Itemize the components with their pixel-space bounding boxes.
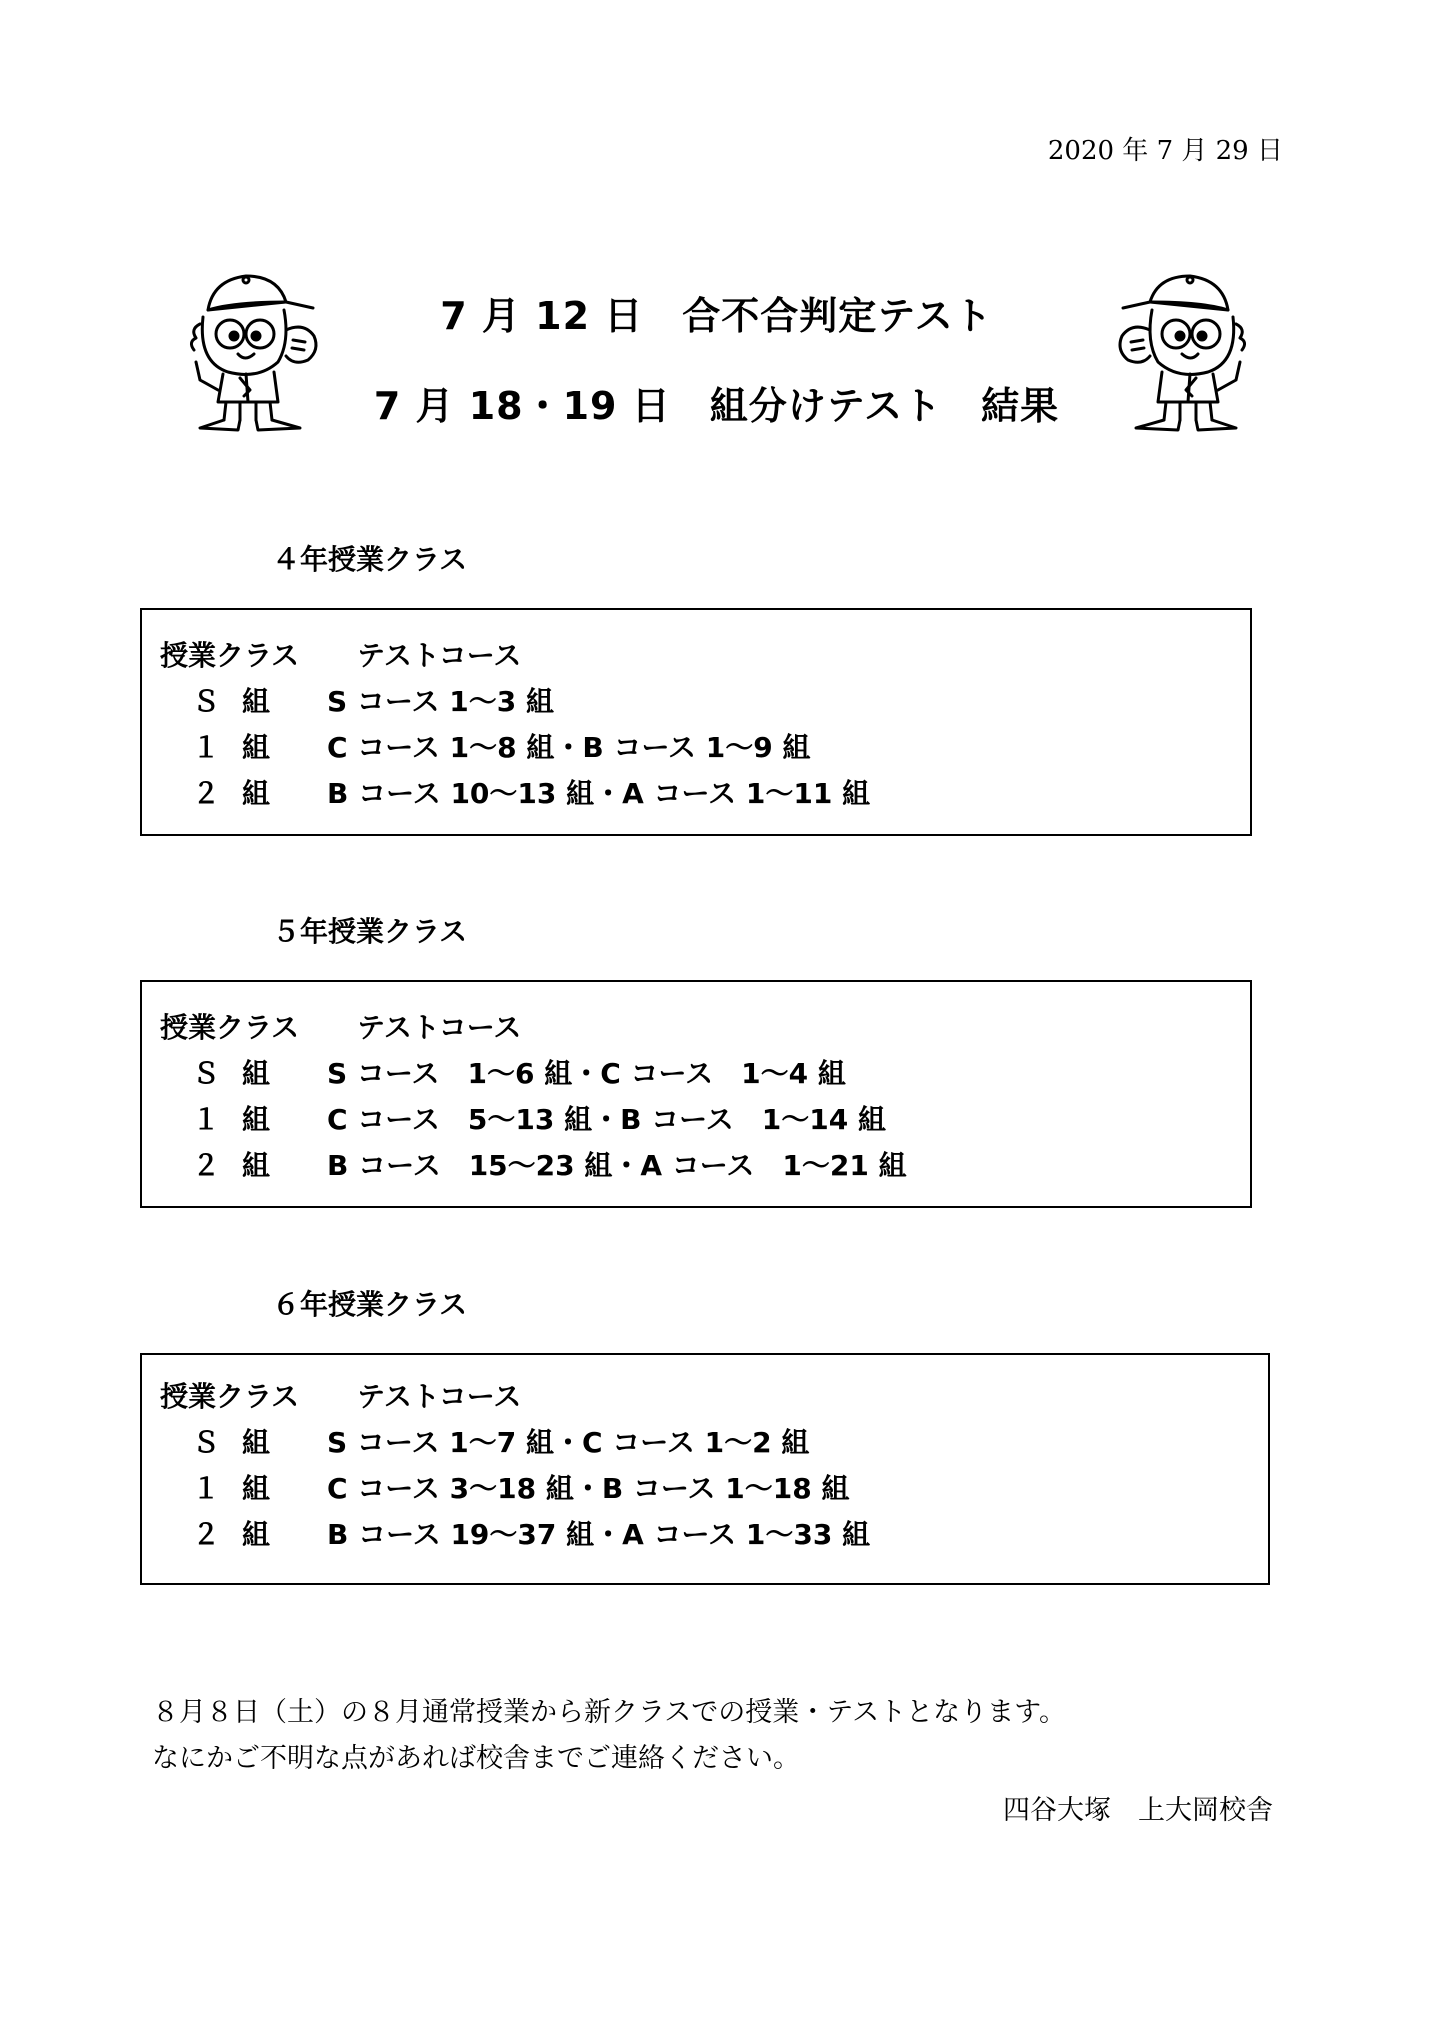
- course-assignment: B コース 10～13 組・A コース 1～11 組: [327, 777, 871, 810]
- class-name: １: [192, 1472, 221, 1505]
- header-course: テストコース: [357, 1380, 522, 1413]
- title-line-2: 7 月 18・19 日 組分けテスト 結果: [373, 384, 1060, 428]
- school-signature: 四谷大塚 上大岡校舎: [1003, 1795, 1273, 1826]
- class-kumi: 組: [242, 1426, 271, 1459]
- notice-line-1: ８月８日（土）の８月通常授業から新クラスでの授業・テストとなります。: [152, 1697, 1066, 1728]
- class-kumi: 組: [242, 777, 271, 810]
- class-name: Ｓ: [192, 1426, 221, 1459]
- class-name: Ｓ: [192, 685, 221, 718]
- notice-line-2: なにかご不明な点があれば校舎までご連絡ください。: [152, 1743, 800, 1774]
- header-class: 授業クラス: [160, 639, 300, 672]
- class-kumi: 組: [242, 1057, 271, 1090]
- class-kumi: 組: [242, 1149, 271, 1182]
- section-label-grade5: ５年授業クラス: [272, 915, 468, 948]
- class-kumi: 組: [242, 1103, 271, 1136]
- section-label-grade4: ４年授業クラス: [272, 543, 468, 576]
- course-assignment: C コース 3～18 組・B コース 1～18 組: [327, 1472, 850, 1505]
- section-label-grade6: ６年授業クラス: [272, 1288, 468, 1321]
- header-course: テストコース: [357, 1011, 522, 1044]
- class-name: １: [192, 1103, 221, 1136]
- class-name: １: [192, 731, 221, 764]
- course-assignment: S コース 1～3 組: [327, 685, 554, 718]
- document-date: 2020 年 7 月 29 日: [1047, 136, 1283, 166]
- course-assignment: C コース 1～8 組・B コース 1～9 組: [327, 731, 811, 764]
- course-assignment: B コース 19～37 組・A コース 1～33 組: [327, 1518, 871, 1551]
- class-kumi: 組: [242, 1518, 271, 1551]
- course-assignment: S コース 1～6 組・C コース 1～4 組: [327, 1057, 846, 1090]
- class-table-grade4: [140, 608, 1252, 836]
- class-table-grade5: [140, 980, 1252, 1208]
- header-class: 授業クラス: [160, 1011, 300, 1044]
- class-table-grade6: [140, 1353, 1270, 1585]
- class-name: ２: [192, 777, 221, 810]
- class-kumi: 組: [242, 731, 271, 764]
- header-course: テストコース: [357, 639, 522, 672]
- course-assignment: B コース 15～23 組・A コース 1～21 組: [327, 1149, 907, 1182]
- course-assignment: S コース 1～7 組・C コース 1～2 組: [327, 1426, 810, 1459]
- class-name: ２: [192, 1149, 221, 1182]
- title-line-1: 7 月 12 日 合不合判定テスト: [440, 294, 993, 338]
- class-kumi: 組: [242, 1472, 271, 1505]
- course-assignment: C コース 5～13 組・B コース 1～14 組: [327, 1103, 886, 1136]
- header-class: 授業クラス: [160, 1380, 300, 1413]
- class-name: Ｓ: [192, 1057, 221, 1090]
- class-name: ２: [192, 1518, 221, 1551]
- class-kumi: 組: [242, 685, 271, 718]
